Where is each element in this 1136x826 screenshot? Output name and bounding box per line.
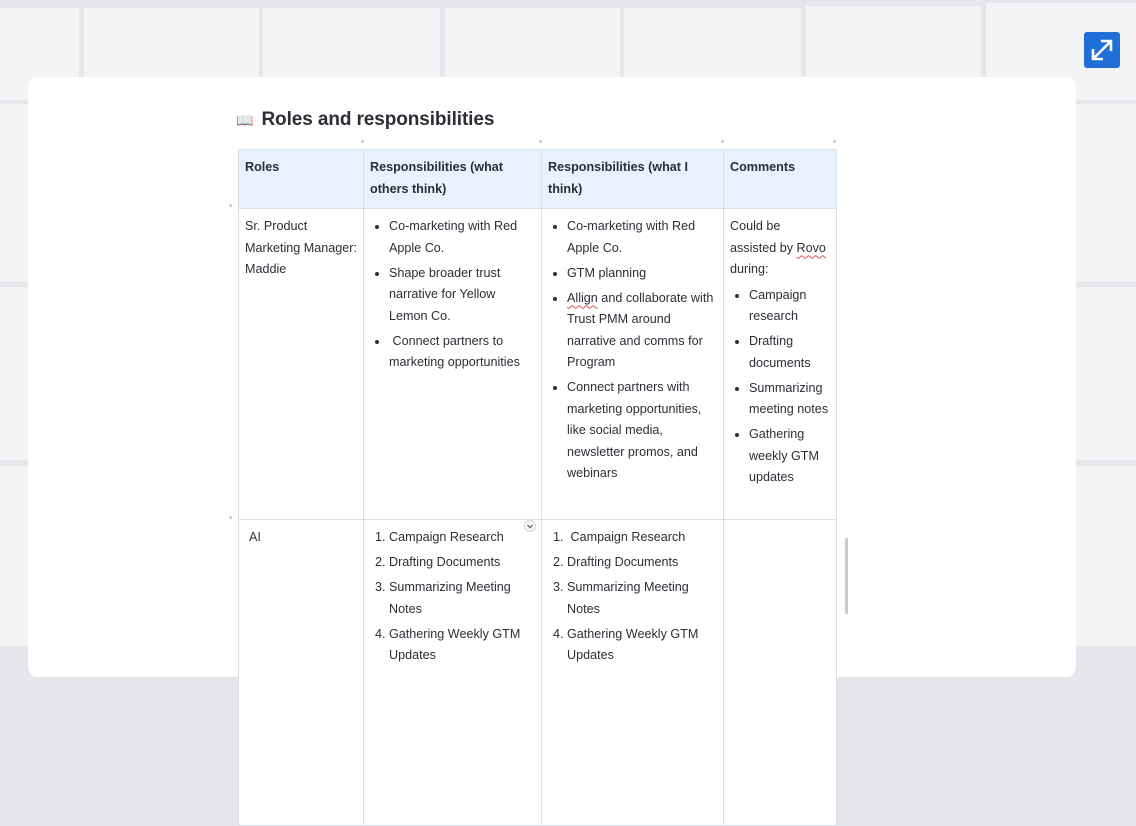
table-row (239, 209, 837, 520)
row-handle-dot[interactable] (229, 204, 232, 207)
table-header-row (239, 150, 837, 209)
comment-text: Could be assisted by (730, 219, 797, 255)
background-tile (445, 8, 620, 78)
list-item: • Gathering weekly GTM updates (749, 424, 830, 489)
comments-cell[interactable] (724, 520, 837, 826)
misspelled-word[interactable]: Rovo (796, 240, 826, 255)
my-responsibilities-cell[interactable] (542, 209, 724, 520)
others-responsibilities-cell[interactable] (364, 209, 542, 520)
list-item: • GTM planning (567, 263, 717, 285)
numbered-list (548, 527, 717, 667)
chevron-down-icon (524, 520, 536, 532)
row-handle-dot[interactable] (229, 516, 232, 519)
list-item: • Summarizing meeting notes (749, 378, 830, 421)
bullet-list (548, 216, 717, 485)
list-item: 4. Gathering Weekly GTM Updates (567, 624, 717, 667)
roles-table (238, 149, 837, 826)
comment-text: during: (730, 240, 830, 276)
background-tile (84, 8, 259, 78)
list-item: 3. Summarizing Meeting Notes (567, 577, 717, 620)
background-tile (0, 466, 28, 646)
list-item: • Drafting documents (749, 331, 830, 374)
background-tile (0, 287, 28, 460)
open-book-icon: 📖 (236, 112, 254, 128)
section-heading (236, 106, 494, 134)
others-responsibilities-cell[interactable] (364, 520, 542, 826)
background-tile (1076, 466, 1136, 646)
list-item-text: and collaborate with Trust PMM around narrative and comms for Program (567, 290, 717, 369)
bullet-list (370, 216, 535, 374)
background-tile (1076, 104, 1136, 282)
expand-arrows-icon (1089, 37, 1115, 63)
comments-cell[interactable] (724, 209, 837, 520)
role-cell[interactable]: AI (239, 520, 364, 826)
list-item: 4. Gathering Weekly GTM Updates (389, 624, 535, 667)
table-handle-dot[interactable] (721, 140, 724, 143)
list-item: • Campaign research (749, 285, 830, 328)
role-cell[interactable]: Sr. Product Marketing Manager: Maddie (239, 209, 364, 520)
table-handle-dot[interactable] (539, 140, 542, 143)
horizontal-scrollbar[interactable] (845, 538, 848, 614)
header-cell[interactable]: Responsibilities (what I think) (542, 150, 724, 209)
table-handle-dot[interactable] (361, 140, 364, 143)
bullet-list (730, 285, 830, 489)
header-cell[interactable]: Roles (239, 150, 364, 209)
background-tile (263, 8, 440, 78)
list-item (567, 288, 717, 374)
expand-button[interactable] (1084, 32, 1120, 68)
background-tile (624, 8, 801, 78)
background-tile (806, 6, 981, 78)
comment-intro (730, 216, 830, 281)
list-item: 2. Drafting Documents (389, 552, 535, 574)
cell-options-button[interactable] (524, 520, 536, 532)
list-item: • Co-marketing with Red Apple Co. (389, 216, 535, 259)
header-cell[interactable]: Responsibilities (what others think) (364, 150, 542, 209)
background-tile (0, 104, 28, 282)
list-item: 1. Campaign Research (567, 527, 717, 549)
numbered-list (370, 527, 535, 667)
my-responsibilities-cell[interactable] (542, 520, 724, 826)
list-item: • Connect partners with marketing opportunities, like social media, newsletter promos, and webinars (567, 377, 717, 485)
list-item: 2. Drafting Documents (567, 552, 717, 574)
table-row (239, 520, 837, 826)
list-item: • Shape broader trust narrative for Yellow Lemon Co. (389, 263, 535, 328)
list-item: 1. Campaign Research (389, 527, 535, 549)
header-cell[interactable]: Comments (724, 150, 837, 209)
list-item: • Co-marketing with Red Apple Co. (567, 216, 717, 259)
list-item: 3. Summarizing Meeting Notes (389, 577, 535, 620)
table-handle-dot[interactable] (833, 140, 836, 143)
background-tile (1076, 287, 1136, 460)
misspelled-word[interactable]: Allign (567, 290, 598, 305)
page-title: Roles and responsibilities (261, 109, 495, 130)
list-item: • Connect partners to marketing opportunities (389, 331, 535, 374)
